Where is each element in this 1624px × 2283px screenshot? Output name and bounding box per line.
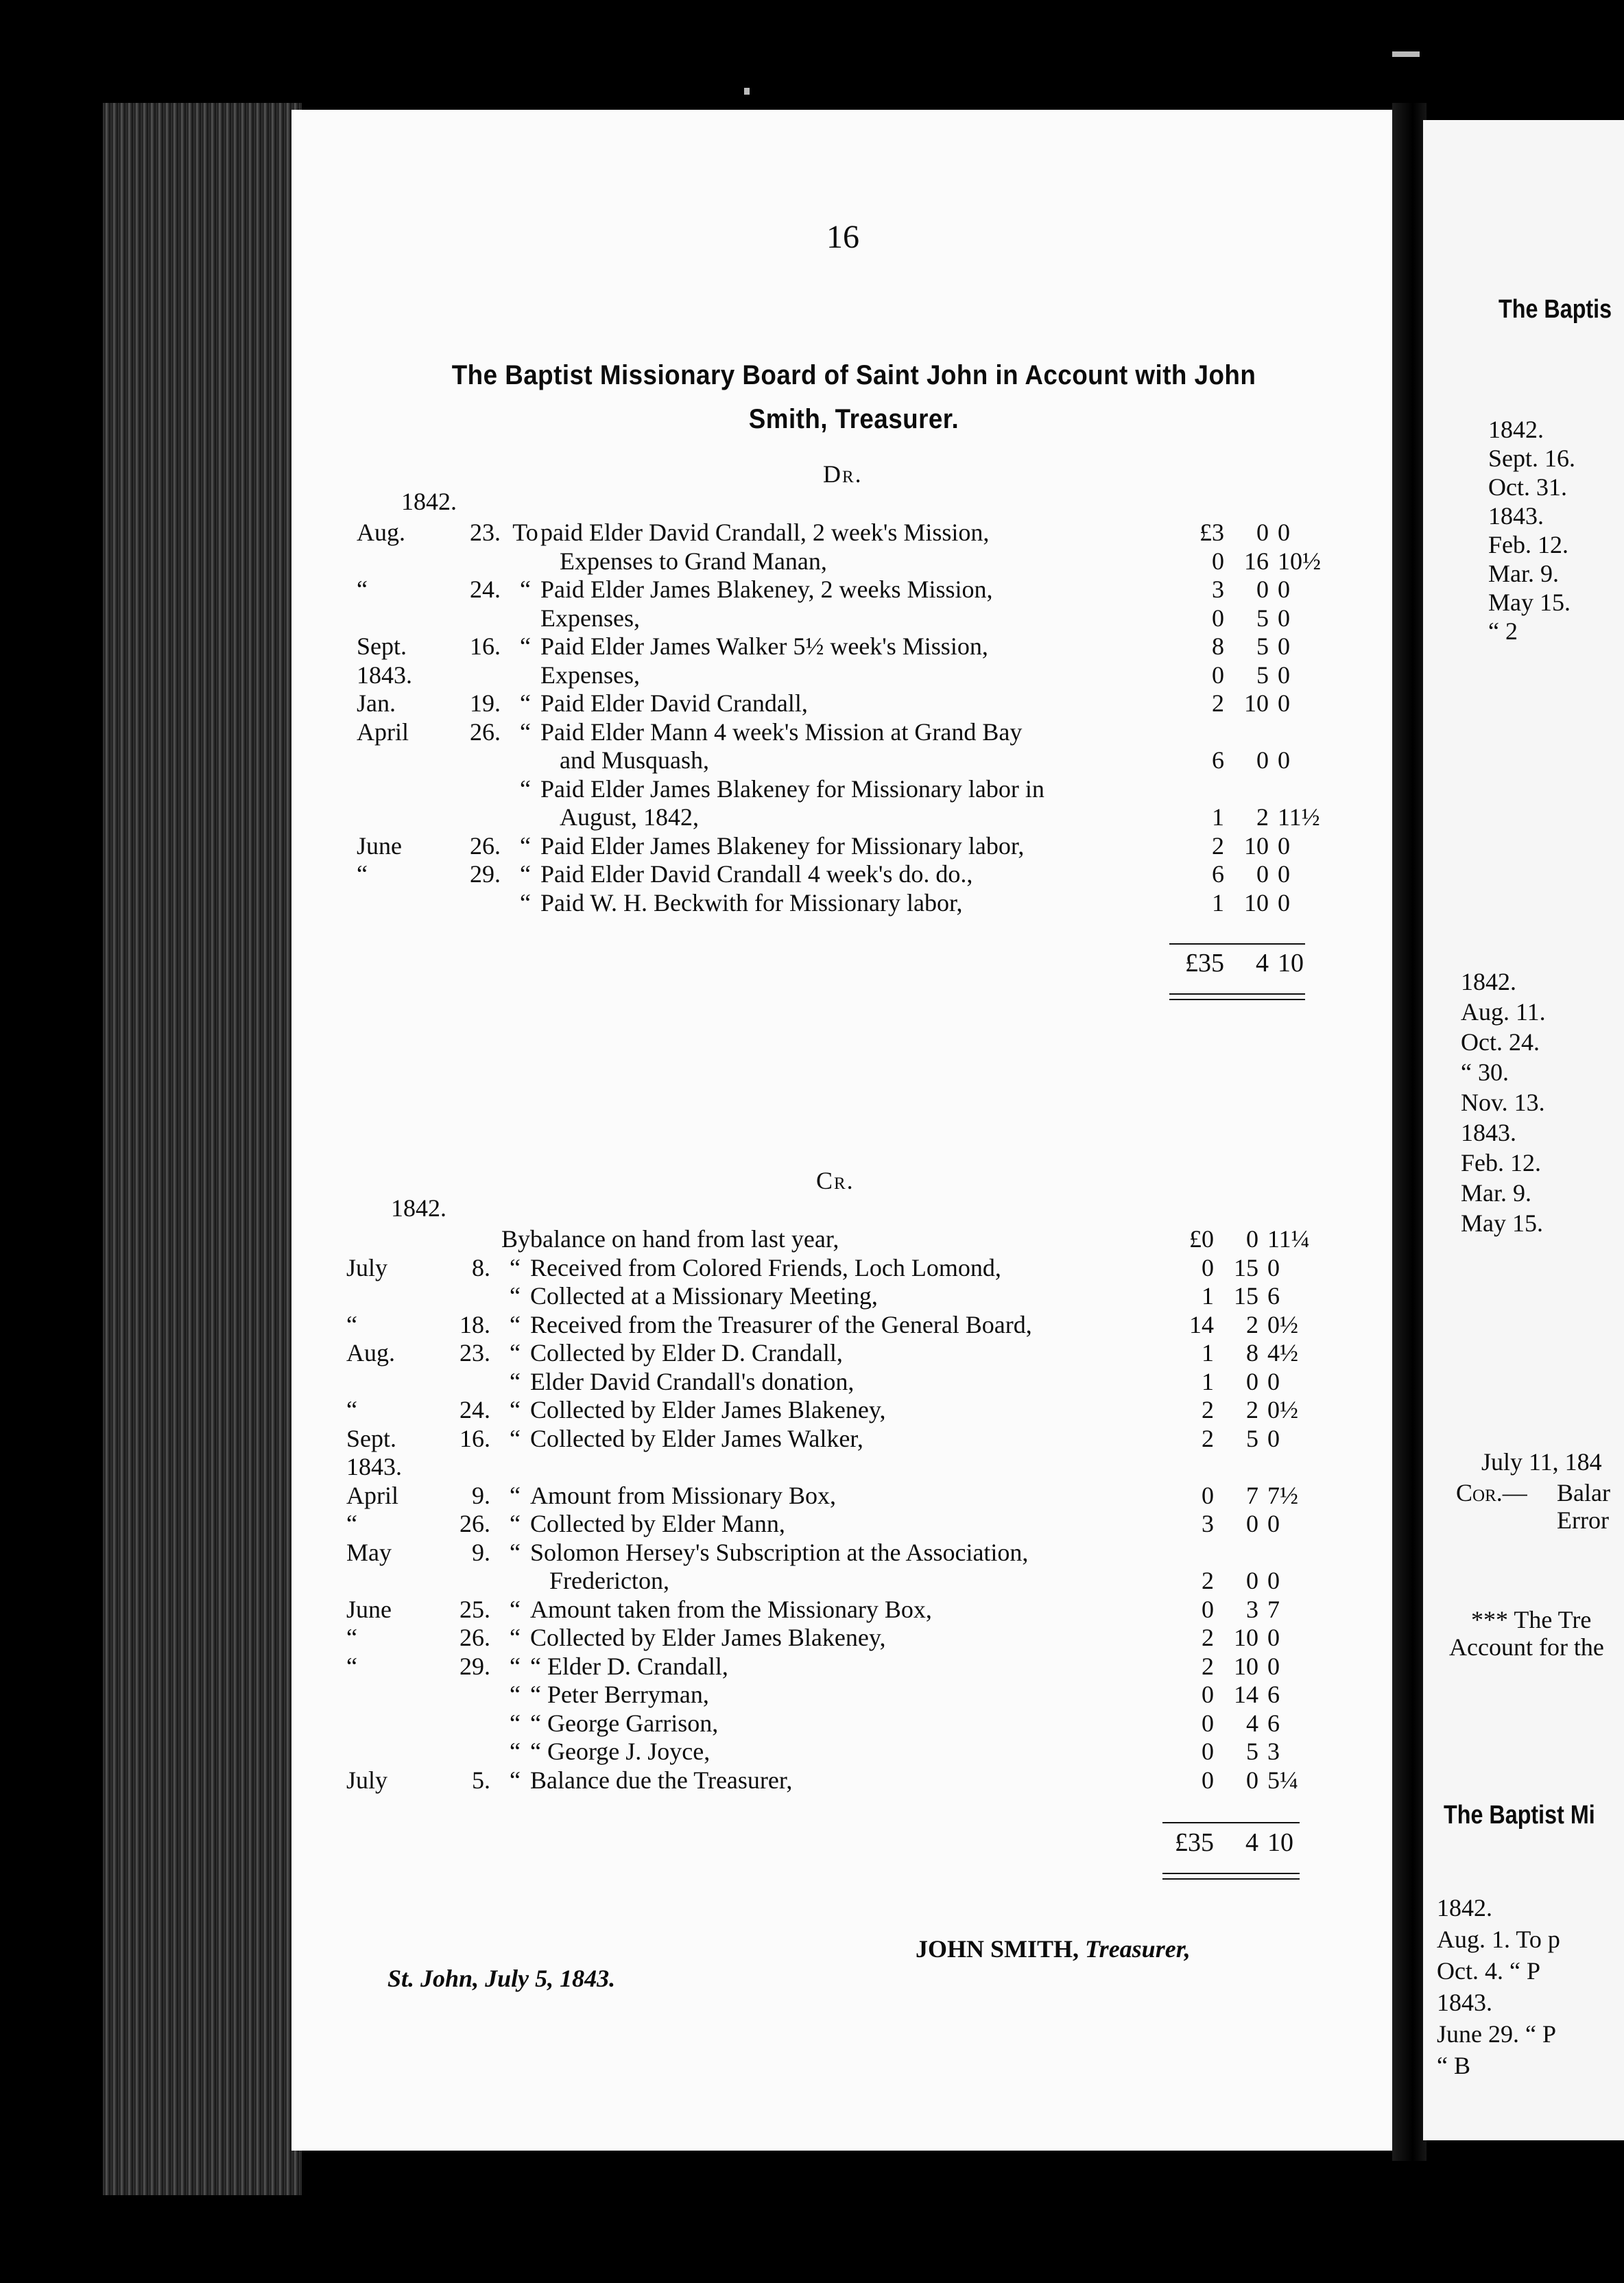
credit-row [346, 1396, 1298, 1425]
page-number: 16 [826, 219, 859, 255]
credit-month: July [346, 1253, 388, 1281]
facing-date-line: Sept. 16. [1488, 445, 1576, 472]
debit-shillings: 5 [1256, 632, 1269, 660]
debit-row [357, 661, 1303, 690]
facing-date-line: 1843. [1488, 502, 1544, 530]
credit-double-rule-2 [1162, 1878, 1300, 1880]
credit-total-pence: 10 [1267, 1828, 1293, 1857]
credit-pounds: 0 [1202, 1738, 1214, 1765]
credit-mark: “ [510, 1424, 521, 1452]
credit-description: Amount taken from the Missionary Box, [530, 1595, 932, 1623]
debit-month: June [357, 831, 402, 860]
debit-shillings: 0 [1256, 576, 1269, 603]
debit-shillings: 0 [1256, 746, 1269, 774]
credit-row [346, 1310, 1298, 1340]
debit-pounds: 8 [1212, 632, 1224, 660]
debit-pence: 11½ [1278, 803, 1320, 831]
facing-treasurer-note-1: *** The Tre [1471, 1606, 1592, 1633]
debit-pounds: 0 [1212, 547, 1224, 575]
credit-pence: 7 [1267, 1595, 1280, 1623]
debit-row [357, 746, 1303, 775]
credit-pounds: 2 [1202, 1396, 1214, 1423]
facing-note-date: July 11, 184 [1481, 1448, 1602, 1476]
credit-mark: “ [510, 1510, 521, 1537]
credit-day: 9. [472, 1538, 490, 1566]
debit-row [357, 519, 1303, 547]
credit-description: Collected by Elder James Blakeney, [530, 1624, 886, 1651]
facing-date-line: Nov. 13. [1461, 1089, 1545, 1116]
facing-entry-line: “ B [1437, 2052, 1470, 2079]
book-gutter [1392, 103, 1426, 2161]
facing-date-line: Mar. 9. [1461, 1179, 1531, 1207]
credit-pence: 0 [1267, 1424, 1280, 1452]
credit-mark: “ [510, 1595, 521, 1623]
treasurer-signature [916, 1935, 1191, 1963]
debit-description: Paid Elder David Crandall 4 week's do. do., [540, 860, 973, 888]
credit-pounds: 3 [1202, 1510, 1214, 1537]
debit-pounds: £3 [1199, 519, 1224, 546]
credit-row [346, 1453, 1293, 1482]
credit-double-rule-1 [1162, 1873, 1300, 1874]
credit-pence: 11¼ [1267, 1225, 1310, 1253]
credit-pence: 4½ [1267, 1339, 1298, 1367]
facing-entry-line: 1843. [1437, 1989, 1492, 2016]
credit-description: Fredericton, [549, 1567, 669, 1594]
credit-description: “ George J. Joyce, [530, 1738, 710, 1765]
credit-pounds: 0 [1202, 1681, 1214, 1708]
credit-pence: 6 [1267, 1282, 1280, 1310]
debit-row [357, 775, 1303, 804]
credit-pence: 0½ [1267, 1396, 1298, 1423]
credit-month: “ [346, 1510, 357, 1537]
debit-pence: 0 [1278, 888, 1290, 916]
facing-date-line: “ 30. [1461, 1058, 1509, 1086]
credit-row [346, 1539, 1293, 1568]
credit-shillings: 8 [1246, 1339, 1258, 1367]
credit-row [346, 1425, 1293, 1454]
debit-shillings: 2 [1256, 803, 1269, 831]
credit-mark: “ [510, 1624, 521, 1651]
debit-mark: “ [520, 860, 531, 888]
credit-row [346, 1254, 1293, 1283]
credit-total-pounds: £35 [1175, 1828, 1214, 1857]
credit-month: June [346, 1595, 392, 1623]
credit-description: “ Elder D. Crandall, [530, 1652, 728, 1680]
credit-description: Elder David Crandall's donation, [530, 1367, 855, 1395]
facing-date-line: Oct. 31. [1488, 473, 1567, 501]
debit-description: Paid W. H. Beckwith for Missionary labor, [540, 888, 963, 916]
credit-shillings: 2 [1246, 1396, 1258, 1423]
credit-shillings: 4 [1246, 1709, 1258, 1737]
debit-pounds: 2 [1212, 831, 1224, 860]
credit-description: Solomon Hersey's Subscription at the Association, [530, 1538, 1029, 1566]
credit-shillings: 15 [1234, 1253, 1258, 1281]
credit-mark: “ [510, 1709, 521, 1737]
credit-pounds: 2 [1202, 1424, 1214, 1452]
debit-pence: 0 [1278, 632, 1290, 660]
debit-total-row [357, 949, 1303, 978]
facing-date-line: 1843. [1461, 1119, 1516, 1146]
credit-pence: 0 [1267, 1253, 1280, 1281]
credit-month: 1843. [346, 1453, 402, 1480]
debit-month: April [357, 718, 409, 746]
credit-month: Aug. [346, 1339, 395, 1367]
credit-row [346, 1766, 1298, 1795]
debit-mark: To [512, 519, 538, 546]
credit-pounds: 2 [1202, 1624, 1214, 1651]
credit-row [346, 1481, 1298, 1511]
facing-cor-line-2: Error [1557, 1506, 1609, 1534]
credit-pence: 7½ [1267, 1481, 1298, 1509]
credit-description: Collected by Elder Mann, [530, 1510, 785, 1537]
facing-date-line: 1842. [1488, 416, 1544, 443]
facing-heading: The Baptis [1498, 295, 1612, 324]
debit-day: 16. [470, 632, 501, 660]
credit-mark: “ [510, 1538, 521, 1566]
credit-mark: By [501, 1225, 531, 1253]
place-date: St. John, July 5, 1843. [387, 1965, 616, 1992]
debit-row [357, 604, 1303, 633]
credit-day: 24. [459, 1396, 490, 1423]
credit-mark: “ [510, 1367, 521, 1395]
debit-description: Paid Elder James Blakeney for Missionary labor, [540, 831, 1025, 860]
credit-row [346, 1368, 1293, 1397]
debit-pounds: 0 [1212, 604, 1224, 632]
debit-row [357, 803, 1320, 832]
debit-row [357, 689, 1303, 718]
credit-pence: 6 [1267, 1681, 1280, 1708]
debit-pence: 0 [1278, 576, 1290, 603]
credit-pence: 0 [1267, 1510, 1280, 1537]
credit-mark: “ [510, 1652, 521, 1680]
debit-row [357, 576, 1303, 604]
credit-row [346, 1624, 1293, 1653]
debit-mark: “ [520, 718, 531, 746]
debit-ledger [357, 519, 1321, 917]
credit-day: 23. [459, 1339, 490, 1367]
credit-ledger [346, 1225, 1310, 1795]
debit-mark: “ [520, 774, 531, 803]
credit-shillings: 15 [1234, 1282, 1258, 1310]
debit-row [357, 547, 1321, 576]
debit-shillings: 0 [1256, 860, 1269, 888]
credit-mark: “ [510, 1681, 521, 1708]
debit-row [357, 889, 1303, 918]
credit-pence: 0 [1267, 1652, 1280, 1680]
debit-month: Aug. [357, 519, 405, 546]
debit-description: paid Elder David Crandall, 2 week's Mission, [540, 519, 990, 546]
credit-month: “ [346, 1310, 357, 1338]
debit-title: Dr. [823, 460, 863, 488]
credit-description: “ Peter Berryman, [530, 1681, 709, 1708]
facing-date-line: May 15. [1488, 589, 1571, 616]
credit-shillings: 0 [1246, 1510, 1258, 1537]
credit-row [346, 1567, 1293, 1596]
debit-pounds: 6 [1212, 746, 1224, 774]
credit-shillings: 0 [1246, 1367, 1258, 1395]
credit-mark: “ [510, 1282, 521, 1310]
debit-total-pence: 10 [1278, 949, 1304, 978]
credit-pence: 0 [1267, 1624, 1280, 1651]
credit-day: 26. [459, 1624, 490, 1651]
facing-entry-line: Oct. 4. “ P [1437, 1957, 1540, 1985]
credit-mark: “ [510, 1766, 521, 1794]
credit-shillings: 3 [1246, 1595, 1258, 1623]
debit-description: Paid Elder James Blakeney for Missionary labor in [540, 774, 1044, 803]
facing-date-line: 1842. [1461, 968, 1516, 995]
debit-mark: “ [520, 689, 531, 717]
debit-pounds: 1 [1212, 803, 1224, 831]
credit-shillings: 0 [1246, 1225, 1258, 1253]
facing-date-line: May 15. [1461, 1209, 1543, 1237]
credit-description: Collected at a Missionary Meeting, [530, 1282, 878, 1310]
credit-shillings: 0 [1246, 1766, 1258, 1794]
credit-day: 29. [459, 1652, 490, 1680]
facing-entry-line: 1842. [1437, 1894, 1492, 1921]
debit-description: Expenses to Grand Manan, [560, 547, 827, 575]
credit-pence: 0 [1267, 1567, 1280, 1594]
debit-total-shillings: 4 [1256, 949, 1269, 978]
facing-page [1423, 120, 1624, 2140]
debit-shillings: 5 [1256, 604, 1269, 632]
debit-month: “ [357, 860, 368, 888]
facing-date-line: Aug. 11. [1461, 998, 1546, 1026]
debit-pence: 0 [1278, 519, 1290, 546]
credit-description: Collected by Elder James Blakeney, [530, 1396, 886, 1423]
debit-row [357, 860, 1303, 889]
credit-pounds: 1 [1202, 1339, 1214, 1367]
credit-month: “ [346, 1652, 357, 1680]
credit-row [346, 1710, 1293, 1738]
credit-description: Collected by Elder D. Crandall, [530, 1339, 843, 1367]
credit-mark: “ [510, 1339, 521, 1367]
debit-day: 26. [470, 718, 501, 746]
credit-pounds: 1 [1202, 1367, 1214, 1395]
credit-pounds: 0 [1202, 1766, 1214, 1794]
facing-entry-line: June 29. “ P [1437, 2020, 1556, 2048]
debit-pence: 0 [1278, 604, 1290, 632]
credit-row [346, 1596, 1293, 1624]
credit-pence: 5¼ [1267, 1766, 1298, 1794]
debit-pence: 0 [1278, 831, 1290, 860]
debit-shillings: 16 [1244, 547, 1269, 575]
credit-description: balance on hand from last year, [530, 1225, 839, 1253]
facing-treasurer-note-2: Account for the [1449, 1633, 1604, 1661]
credit-shillings: 14 [1234, 1681, 1258, 1708]
credit-year: 1842. [391, 1194, 446, 1222]
debit-day: 26. [470, 831, 501, 860]
credit-shillings: 0 [1246, 1567, 1258, 1594]
debit-shillings: 5 [1256, 661, 1269, 689]
credit-title: Cr. [816, 1167, 855, 1194]
credit-pounds: 0 [1202, 1253, 1214, 1281]
debit-shillings: 10 [1244, 888, 1269, 916]
credit-row [346, 1681, 1293, 1710]
credit-mark: “ [510, 1738, 521, 1765]
credit-pounds: 14 [1189, 1310, 1214, 1338]
credit-description: Collected by Elder James Walker, [530, 1424, 863, 1452]
debit-row [357, 632, 1303, 661]
debit-description: Expenses, [540, 661, 640, 689]
credit-description: Balance due the Treasurer, [530, 1766, 793, 1794]
facing-cor-label: Cor.— [1456, 1479, 1527, 1506]
credit-mark: “ [510, 1396, 521, 1423]
debit-month: Jan. [357, 689, 396, 717]
debit-double-rule-2 [1169, 999, 1305, 1000]
credit-pounds: 0 [1202, 1709, 1214, 1737]
debit-mark: “ [520, 888, 531, 916]
debit-row [357, 718, 1303, 747]
scan-speck [744, 88, 750, 95]
credit-shillings: 5 [1246, 1424, 1258, 1452]
debit-description: Expenses, [540, 604, 640, 632]
book-page-edges [103, 103, 302, 2195]
signature-role: Treasurer, [1085, 1935, 1191, 1963]
debit-pence: 0 [1278, 661, 1290, 689]
credit-pounds: £0 [1189, 1225, 1214, 1253]
debit-shillings: 0 [1256, 519, 1269, 546]
debit-description: Paid Elder James Walker 5½ week's Mission, [540, 632, 988, 660]
debit-pence: 0 [1278, 689, 1290, 717]
credit-total-shillings: 4 [1245, 1828, 1258, 1857]
facing-cor-line-1: Balar [1557, 1479, 1610, 1506]
facing-date-line: “ 2 [1488, 617, 1518, 645]
credit-total-rule [1162, 1822, 1300, 1823]
debit-mark: “ [520, 831, 531, 860]
credit-shillings: 7 [1246, 1481, 1258, 1509]
debit-pence: 0 [1278, 860, 1290, 888]
credit-shillings: 10 [1234, 1624, 1258, 1651]
credit-pounds: 2 [1202, 1567, 1214, 1594]
credit-pounds: 1 [1202, 1282, 1214, 1310]
credit-month: April [346, 1481, 398, 1509]
credit-month: Sept. [346, 1424, 397, 1452]
debit-description: Paid Elder Mann 4 week's Mission at Grand Bay [540, 718, 1023, 746]
scan-speck [1392, 51, 1420, 57]
credit-row [346, 1653, 1293, 1681]
debit-pounds: 1 [1212, 888, 1224, 916]
debit-month: 1843. [357, 661, 412, 689]
debit-description: Paid Elder David Crandall, [540, 689, 808, 717]
debit-row [357, 832, 1303, 861]
credit-description: Received from Colored Friends, Loch Lomond, [530, 1253, 1001, 1281]
account-heading: The Baptist Missionary Board of Saint John in Account with John Smith, Treasurer. [451, 360, 1256, 434]
debit-year: 1842. [401, 488, 457, 515]
debit-pence: 0 [1278, 746, 1290, 774]
credit-row [346, 1738, 1293, 1766]
debit-pence: 10½ [1278, 547, 1321, 575]
credit-shillings: 2 [1246, 1310, 1258, 1338]
credit-month: July [346, 1766, 388, 1794]
credit-pounds: 0 [1202, 1481, 1214, 1509]
debit-pounds: 2 [1212, 689, 1224, 717]
credit-description: Received from the Treasurer of the General Board, [530, 1310, 1032, 1338]
credit-day: 8. [472, 1253, 490, 1281]
facing-heading-2: The Baptist Mi [1444, 1801, 1595, 1830]
credit-description: Amount from Missionary Box, [530, 1481, 836, 1509]
credit-row [346, 1225, 1310, 1254]
facing-date-line: Oct. 24. [1461, 1028, 1540, 1056]
debit-description: August, 1842, [560, 803, 700, 831]
debit-mark: “ [520, 576, 531, 603]
debit-month: “ [357, 576, 368, 603]
credit-row [346, 1282, 1293, 1311]
credit-month: May [346, 1538, 392, 1566]
debit-pounds: 6 [1212, 860, 1224, 888]
credit-pence: 0½ [1267, 1310, 1298, 1338]
credit-day: 16. [459, 1424, 490, 1452]
debit-day: 23. [470, 519, 501, 546]
debit-day: 19. [470, 689, 501, 717]
debit-month: Sept. [357, 632, 407, 660]
debit-shillings: 10 [1244, 831, 1269, 860]
credit-day: 18. [459, 1310, 490, 1338]
credit-pence: 3 [1267, 1738, 1280, 1765]
facing-date-line: Mar. 9. [1488, 560, 1559, 587]
credit-mark: “ [510, 1253, 521, 1281]
debit-total-pounds: £35 [1185, 949, 1224, 978]
credit-pence: 0 [1267, 1367, 1280, 1395]
credit-mark: “ [510, 1481, 521, 1509]
debit-description: and Musquash, [560, 746, 709, 774]
credit-day: 5. [472, 1766, 490, 1794]
signature-name: JOHN SMITH, [916, 1935, 1079, 1963]
debit-shillings: 10 [1244, 689, 1269, 717]
facing-entry-line: Aug. 1. To p [1437, 1926, 1560, 1953]
debit-day: 29. [470, 860, 501, 888]
credit-row [346, 1510, 1293, 1539]
debit-mark: “ [520, 632, 531, 660]
credit-total-row [346, 1829, 1293, 1858]
credit-day: 9. [472, 1481, 490, 1509]
credit-description: “ George Garrison, [530, 1709, 719, 1737]
credit-pounds: 0 [1202, 1595, 1214, 1623]
credit-month: “ [346, 1624, 357, 1651]
credit-row [346, 1339, 1298, 1368]
credit-shillings: 10 [1234, 1652, 1258, 1680]
facing-date-line: Feb. 12. [1461, 1149, 1541, 1176]
debit-day: 24. [470, 576, 501, 603]
credit-pence: 6 [1267, 1709, 1280, 1737]
credit-mark: “ [510, 1310, 521, 1338]
credit-day: 25. [459, 1595, 490, 1623]
debit-double-rule-1 [1169, 993, 1305, 995]
credit-pounds: 2 [1202, 1652, 1214, 1680]
credit-month: “ [346, 1396, 357, 1423]
debit-pounds: 3 [1212, 576, 1224, 603]
credit-day: 26. [459, 1510, 490, 1537]
debit-total-rule [1169, 943, 1305, 945]
facing-date-line: Feb. 12. [1488, 531, 1568, 558]
debit-pounds: 0 [1212, 661, 1224, 689]
credit-shillings: 5 [1246, 1738, 1258, 1765]
debit-description: Paid Elder James Blakeney, 2 weeks Mission, [540, 576, 993, 603]
